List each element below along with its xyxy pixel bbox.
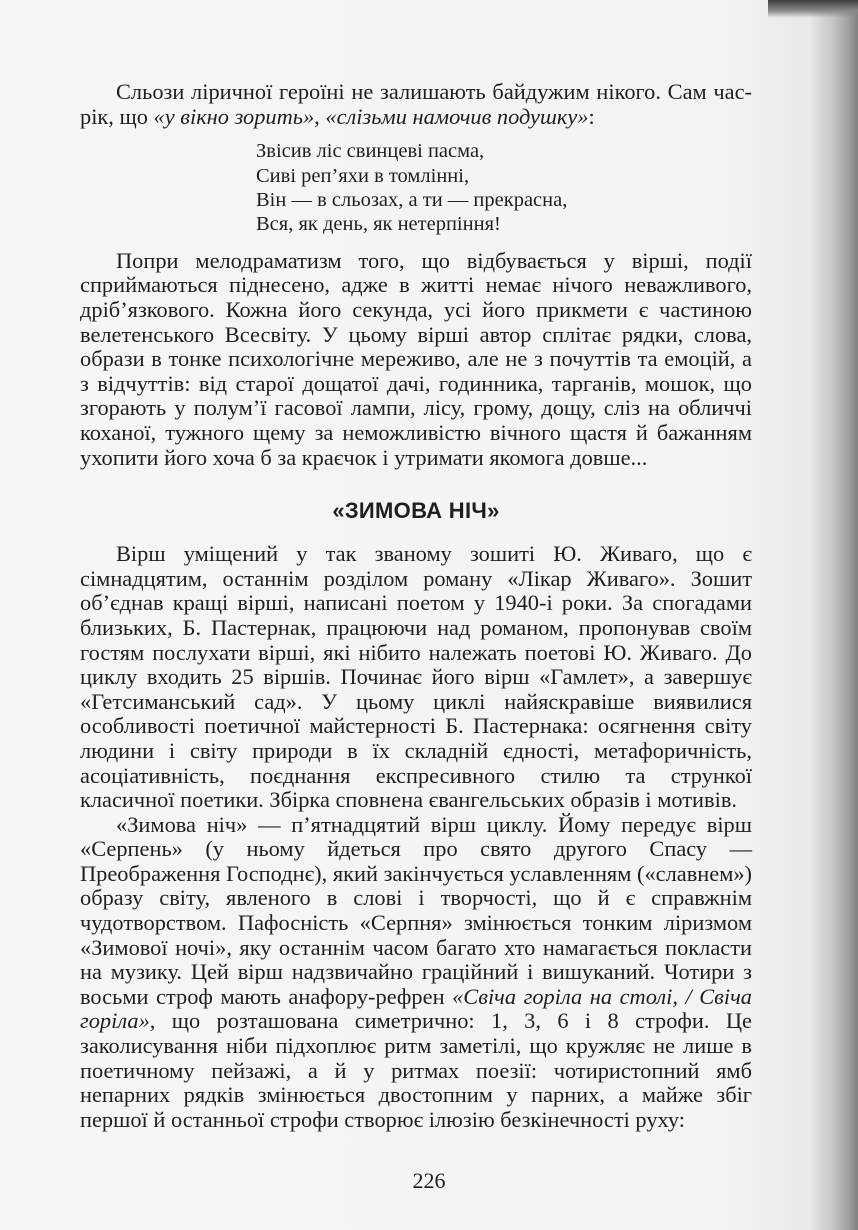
- scan-edge-shadow: [768, 0, 858, 18]
- paragraph-3: Вірш уміщений у так званому зошиті Ю. Живаго, що є сімнадцятим, останнім розділом роману «Лікар Живаго». Зошит об’єднав кращі вірші, написані поетом у 1940-і роки. За спогадами близьких, Б. Пастернак, працюючи над романом, пропонував своїм гостям послухати вірші, які нібито належать поетові Ю. Живаго. До циклу входить 25 віршів. Починає його вірш «Гамлет», а завершує «Гетсиманський сад». У цьому циклі найяскравіше виявилися особливості поетичної майстерності Б. Пастернака: осягнення світу людини і світу природи в їх складній єдності, метафоричність, асоціативність, поєднання експресивного стилю та стрункої класичної поетики. Збірка сповнена євангельських образів і мотивів.: [80, 541, 752, 813]
- quote-window: «у вікно зорить»: [153, 103, 315, 129]
- verse-line: Сиві реп’яхи в томлінні,: [256, 164, 470, 187]
- paragraph-1-text: Сльози ліричної героїні не залишають байдужим нікого. Сам час-рік, що: [80, 79, 752, 129]
- verse-excerpt: [256, 139, 752, 237]
- paragraph-4-text-end: , що розташована симетрично: 1, 3, 6 і 8 строфи. Це заколисування ніби підхоплює ритм заметілі, що кружляє не лише в поетичному пейзажі, а й у ритмах поезії: чотиристопний ямб непарних рядків змінюється двостопним у парних, а майже збіг першої й останньої строфи створює ілюзію безкінечності руху:: [80, 1008, 752, 1132]
- paragraph-4: [80, 813, 752, 1133]
- refrain-quote: «Свіча горіла на столі, / Свіча горіла»: [80, 983, 752, 1034]
- verse-line: Вся, як день, як нетерпіння!: [256, 213, 501, 236]
- page-content: [80, 80, 752, 1132]
- verse-line: Звісив ліс свинцеві пасма,: [256, 140, 485, 163]
- book-spine-shadow: [810, 0, 858, 1230]
- paragraph-4-text: «Зимова ніч» — п’ятнадцятий вірш циклу. Йому передує вірш «Серпень» (у ньому йдеться про свято другого Спасу — Преображення Господнє), який закінчується уславленням («славнем») образу світу, явленого в слові і творчості, що й є справжнім чудотворством. Пафосність «Серпня» змінюється тонким ліризмом «Зимової ночі», яку останнім часом багато хто намагається покласти на музику. Цей вірш надзвичайно граційний і вишуканий. Чотири з восьми строф мають анафору-рефрен: [80, 811, 753, 1009]
- verse-line: Він — в сльозах, а ти — прекрасна,: [256, 189, 568, 211]
- section-heading: «ЗИМОВА НІЧ»: [332, 498, 500, 524]
- paragraph-2: Попри мелодраматизм того, що відбувається у вірші, події сприймаються піднесено, адже в житті немає нічого неважливого, дріб’язкового. Кожна його секунда, усі його прикмети є частиною велетенського Всесвіту. У цьому вірші автор сплітає рядки, слова, образи в тонке психологічне мереживо, але не з почуттів та емоцій, а з відчуттів: від старої дощатої дачі, годинника, тарганів, мошок, що згорають у полум’ї гасової лампи, лісу, грому, дощу, сліз на обличчі коханої, тужного щему за неможливістю вічного щастя й бажанням ухопити його хоча б за краєчок і утримати якомога довше...: [80, 247, 752, 470]
- quote-pillow: «слізьми намочив подушку»: [325, 103, 589, 129]
- page-number: 226: [412, 1168, 446, 1193]
- paragraph-1: Сльози ліричної героїні не залишають байдужим нікого. Сам час-рік, що «у вікно зорить», «слізьми намочив подушку»:: [80, 79, 752, 129]
